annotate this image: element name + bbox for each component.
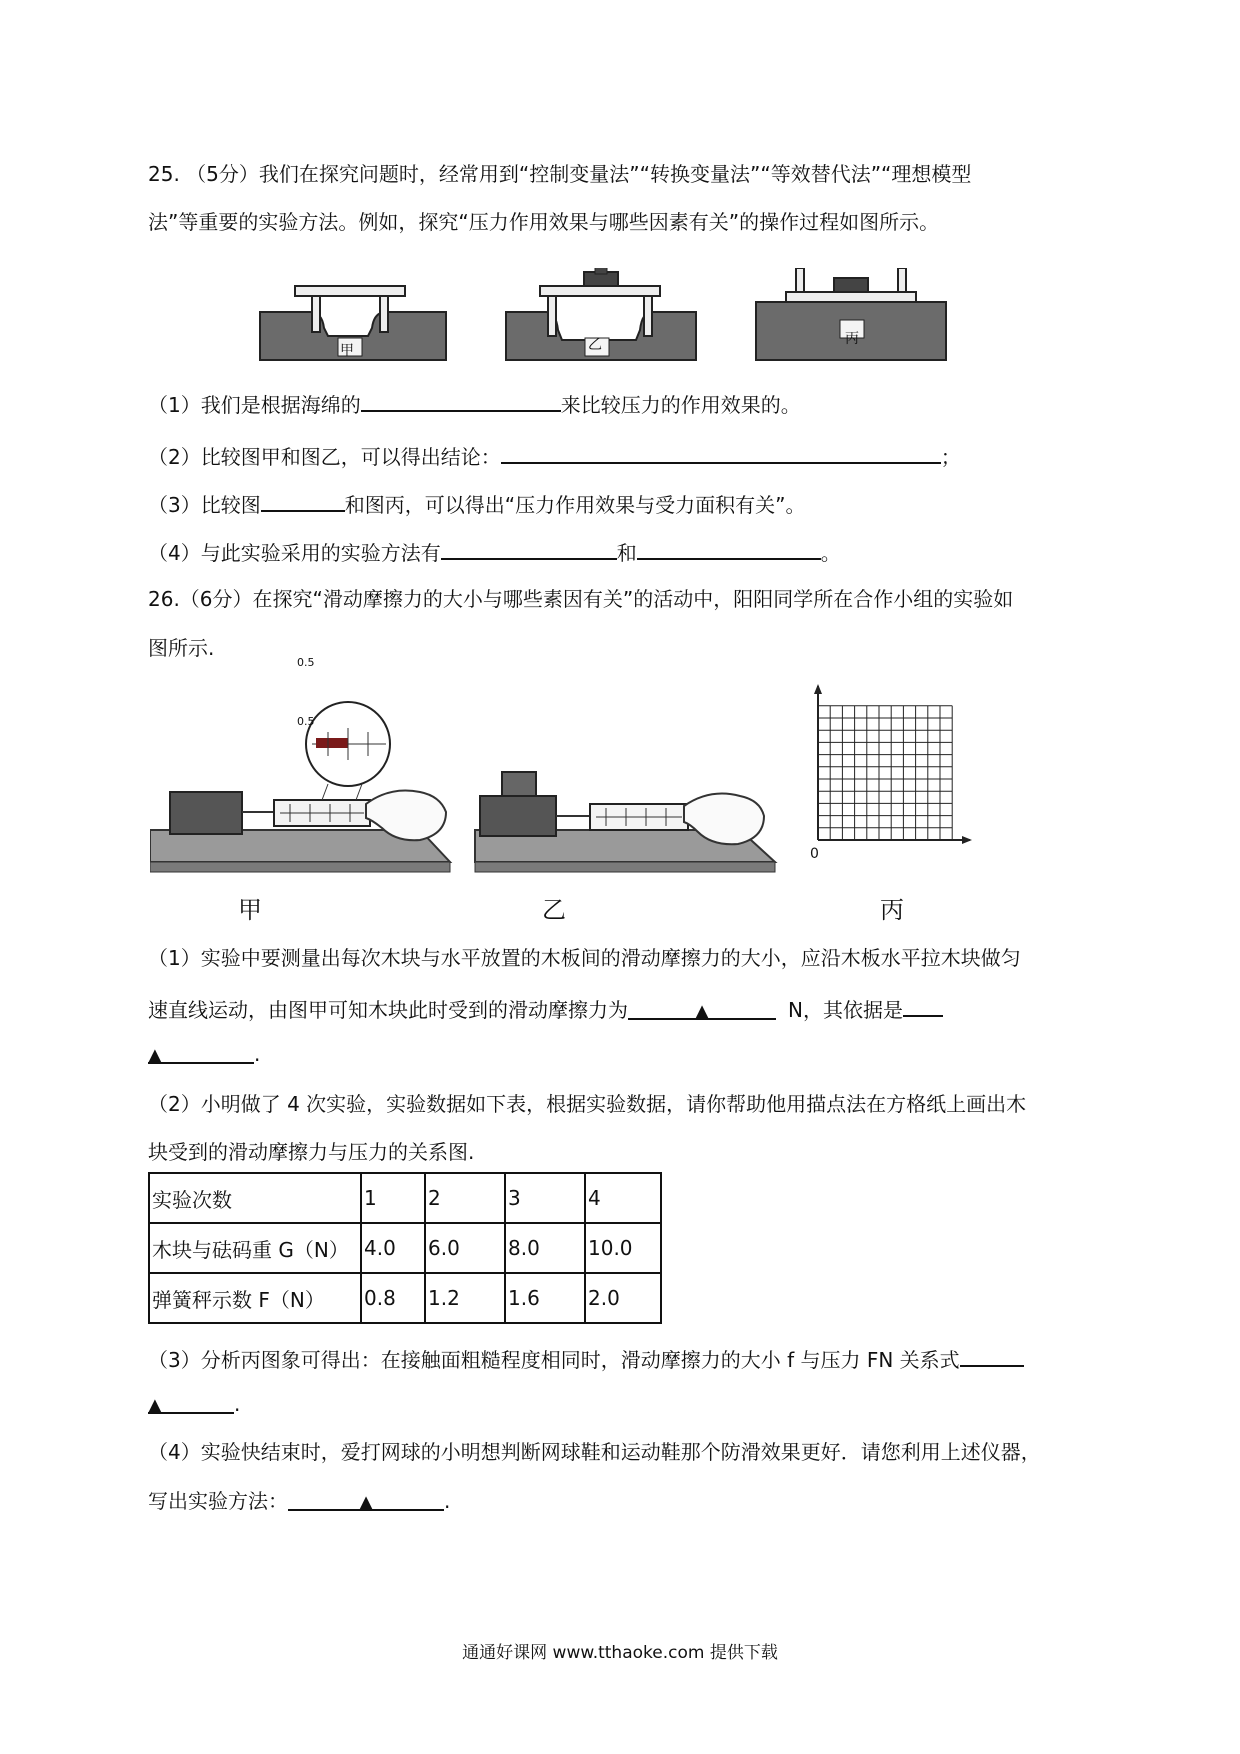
q26-sub3-text: （3）分析丙图象可得出：在接触面粗糙程度相同时，滑动摩擦力的大小 f 与压力 FN 关系式 [148, 1348, 960, 1372]
q26-sub3-line2 [148, 1390, 240, 1418]
q25-stem-line2: 法”等重要的实验方法。例如，探究“压力作用效果与哪些因素有关”的操作过程如图所示。 [148, 210, 940, 234]
q26-sub1-line3 [148, 1040, 260, 1068]
q26-sub1-line1: （1）实验中要测量出每次木块与水平放置的木板间的滑动摩擦力的大小，应沿木板水平拉木块做匀 [148, 946, 1021, 970]
q26-sub3-blank[interactable] [148, 1390, 234, 1414]
table-cell: 3 [505, 1173, 585, 1223]
x-axis-arrow [962, 836, 972, 844]
table-cell: 2 [425, 1173, 505, 1223]
q25-sponge-figures [250, 268, 970, 368]
q26-sub1-text-end: . [254, 1042, 261, 1066]
q26-fig-label-jia: 甲 [238, 896, 262, 924]
q25-sub4-blank1[interactable] [441, 536, 617, 560]
q25-fig-label-yi: 乙 [588, 337, 602, 353]
q26-stem-line1: 26.（6分）在探究“滑动摩擦力的大小与哪些素因有关”的活动中，阳阳同学所在合作小组的实验如 [148, 587, 1014, 611]
graph-origin-label: 0 [810, 846, 819, 862]
q26-sub4-line2 [148, 1487, 450, 1515]
page-footer: 通通好课网 www.tthaoke.com 提供下载 [462, 1643, 778, 1663]
y-axis-arrow [814, 684, 822, 694]
q26-sub1-blank2[interactable] [148, 1040, 254, 1064]
table-cell: 实验次数 [149, 1173, 361, 1223]
q25-sub4-blank2[interactable] [637, 536, 821, 560]
q25-fig-label-jia: 甲 [340, 343, 354, 359]
q25-sub3-text-a: （3）比较图 [148, 493, 261, 517]
q26-data-table [148, 1172, 662, 1324]
table-cell: 2.0 [585, 1273, 661, 1323]
blank-triangle-mark: ▲ [695, 1001, 709, 1022]
q26-sub1-text-a: 速直线运动，由图甲可知木块此时受到的滑动摩擦力为 [148, 998, 628, 1022]
q26-sub2-line2: 块受到的滑动摩擦力与压力的关系图. [148, 1140, 475, 1164]
q25-sub2-text-b: ； [940, 445, 961, 469]
q25-sub2 [148, 440, 961, 471]
experiment-figure-yi [475, 772, 775, 872]
q25-sub1-text-a: （1）我们是根据海绵的 [148, 393, 361, 417]
q26-sub1-blank2-start[interactable] [903, 993, 943, 1017]
table-cell: 10.0 [585, 1223, 661, 1273]
scale-mark-lower: 0.5 [297, 715, 315, 728]
q26-experiment-figures [150, 700, 800, 890]
table-cell: 4.0 [361, 1223, 425, 1273]
q25-stem-line1: 25. （5分）我们在探究问题时，经常用到“控制变量法”“转换变量法”“等效替代法”“理想模型 [148, 162, 972, 186]
table-cell: 0.8 [361, 1273, 425, 1323]
table-cell: 木块与砝码重 G（N） [149, 1223, 361, 1273]
q26-sub4-text-end: . [444, 1489, 451, 1513]
q25-sub2-blank[interactable] [501, 440, 941, 464]
scale-mark-upper: 0.5 [297, 656, 315, 669]
q26-sub3-line1 [148, 1343, 1024, 1374]
q26-graph-paper [806, 680, 976, 860]
q26-stem-line2: 图所示. [148, 636, 215, 660]
blank-triangle-mark: ▲ [148, 1045, 162, 1066]
table-row [149, 1273, 661, 1323]
q25-fig-label-bing: 丙 [845, 331, 859, 347]
q25-sub1 [148, 388, 801, 419]
table-row [149, 1173, 661, 1223]
blank-triangle-mark: ▲ [359, 1492, 373, 1513]
q25-sub4-text-a: （4）与此实验采用的实验方法有 [148, 541, 441, 565]
q25-sub4-text-b: 和 [616, 541, 637, 565]
q26-sub4-text-a: 写出实验方法： [148, 1489, 288, 1513]
q26-sub1-blank1[interactable] [628, 996, 776, 1020]
table-cell: 6.0 [425, 1223, 505, 1273]
q26-fig-label-yi: 乙 [542, 896, 566, 924]
q25-sub2-text-a: （2）比较图甲和图乙，可以得出结论： [148, 445, 501, 469]
q26-sub3-text-end: . [234, 1392, 241, 1416]
table-cell: 8.0 [505, 1223, 585, 1273]
q25-sub3-blank[interactable] [261, 488, 345, 512]
q25-sub1-blank[interactable] [361, 388, 561, 412]
q25-sub3 [148, 488, 805, 519]
q26-sub4-line1: （4）实验快结束时，爱打网球的小明想判断网球鞋和运动鞋那个防滑效果更好．请您利用上述仪器， [148, 1440, 1041, 1464]
q25-sub4 [148, 536, 841, 567]
table-cell: 1 [361, 1173, 425, 1223]
q26-sub1-line2 [148, 993, 943, 1024]
q25-sub3-text-b: 和图丙，可以得出“压力作用效果与受力面积有关”。 [344, 493, 806, 517]
q26-sub2-line1: （2）小明做了 4 次实验，实验数据如下表，根据实验数据，请你帮助他用描点法在方格纸上画出木 [148, 1092, 1027, 1116]
table-cell: 4 [585, 1173, 661, 1223]
q26-fig-label-bing: 丙 [880, 896, 904, 924]
q25-sub4-text-c: 。 [820, 541, 841, 565]
q25-sub1-text-b: 来比较压力的作用效果的。 [560, 393, 801, 417]
table-cell: 1.2 [425, 1273, 505, 1323]
blank-triangle-mark: ▲ [148, 1395, 162, 1416]
q26-sub3-blank-start[interactable] [960, 1343, 1024, 1367]
table-cell: 弹簧秤示数 F（N） [149, 1273, 361, 1323]
table-cell: 1.6 [505, 1273, 585, 1323]
table-row [149, 1223, 661, 1273]
q26-sub4-blank[interactable] [288, 1487, 444, 1511]
q26-sub1-text-b: N，其依据是 [788, 998, 903, 1022]
